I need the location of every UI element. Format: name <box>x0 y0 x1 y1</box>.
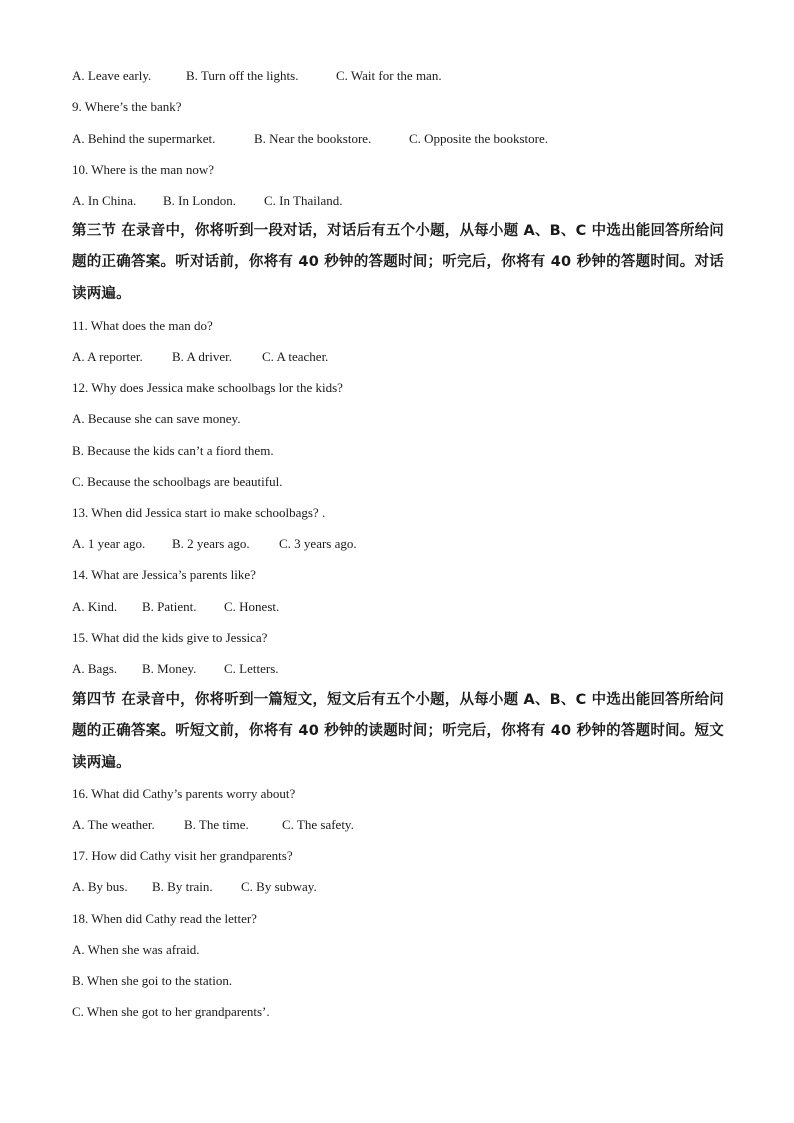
q8-options <box>72 68 442 84</box>
q11-question: 11. What does the man do? <box>72 318 213 333</box>
q15-options <box>72 661 279 677</box>
q8-option-c: C. Wait for the man. <box>336 68 442 83</box>
q14-option-c: C. Honest. <box>224 599 280 614</box>
q9-option-a: A. Behind the supermarket. <box>72 131 216 146</box>
q9-options <box>72 131 548 147</box>
q18-question: 18. When did Cathy read the letter? <box>72 911 257 926</box>
q15-option-b: B. Money. <box>142 661 197 676</box>
q9-question: 9. Where’s the bank? <box>72 99 182 114</box>
q12-option-c: C. Because the schoolbags are beautiful. <box>72 474 283 489</box>
q12-option-b: B. Because the kids can’t a fiord them. <box>72 443 274 458</box>
q9-option-b: B. Near the bookstore. <box>254 131 372 146</box>
q12-option-a: A. Because she can save money. <box>72 411 241 426</box>
q10-option-a: A. In China. <box>72 193 137 208</box>
q13-option-c: C. 3 years ago. <box>279 536 357 551</box>
q12-question: 12. Why does Jessica make schoolbags lor the kids? <box>72 380 343 395</box>
q10-option-c: C. In Thailand. <box>264 193 343 208</box>
q8-option-b: B. Turn off the lights. <box>186 68 299 83</box>
q15-option-a: A. Bags. <box>72 661 118 676</box>
q17-question: 17. How did Cathy visit her grandparents? <box>72 848 293 863</box>
q17-option-c: C. By subway. <box>241 879 317 894</box>
q14-question: 14. What are Jessica’s parents like? <box>72 567 256 582</box>
q11-option-b: B. A driver. <box>172 349 232 364</box>
q9-option-c: C. Opposite the bookstore. <box>409 131 549 146</box>
q16-option-a: A. The weather. <box>72 817 155 832</box>
q13-option-b: B. 2 years ago. <box>172 536 250 551</box>
q8-option-a: A. Leave early. <box>72 68 152 83</box>
q17-option-a: A. By bus. <box>72 879 128 894</box>
q10-options <box>72 193 342 209</box>
q16-option-c: C. The safety. <box>282 817 354 832</box>
q11-option-c: C. A teacher. <box>262 349 329 364</box>
q10-option-b: B. In London. <box>163 193 236 208</box>
q17-option-b: B. By train. <box>152 879 213 894</box>
q14-options <box>72 599 279 615</box>
q13-option-a: A. 1 year ago. <box>72 536 146 551</box>
q10-question: 10. Where is the man now? <box>72 162 214 177</box>
q18-option-c: C. When she got to her grandparents’. <box>72 1004 270 1019</box>
q13-options <box>72 536 357 552</box>
q16-options <box>72 817 354 833</box>
q11-option-a: A. A reporter. <box>72 349 143 364</box>
section-3-instructions: 第三节 在录音中，你将听到一段对话，对话后有五个小题，从每小题 A、B、C 中选出能回答所给问题的正确答案。听对话前，你将有 40 秒钟的答题时间；听完后，你将有 40 秒钟的答题时间。对话读两遍。 <box>72 223 724 302</box>
q16-option-b: B. The time. <box>184 817 249 832</box>
q18-option-b: B. When she goi to the station. <box>72 973 233 988</box>
q16-question: 16. What did Cathy’s parents worry about? <box>72 786 296 801</box>
section-4-instructions: 第四节 在录音中，你将听到一篇短文，短文后有五个小题，从每小题 A、B、C 中选出能回答所给问题的正确答案。听短文前，你将有 40 秒钟的读题时间；听完后，你将有 40 秒钟的答题时间。短文读两遍。 <box>72 692 724 771</box>
q17-options <box>72 879 317 895</box>
q14-option-b: B. Patient. <box>142 599 197 614</box>
q18-option-a: A. When she was afraid. <box>72 942 200 957</box>
q15-question: 15. What did the kids give to Jessica? <box>72 630 268 645</box>
q13-question: 13. When did Jessica start io make schoolbags? . <box>72 505 326 520</box>
q14-option-a: A. Kind. <box>72 599 118 614</box>
q15-option-c: C. Letters. <box>224 661 279 676</box>
q11-options <box>72 349 328 365</box>
